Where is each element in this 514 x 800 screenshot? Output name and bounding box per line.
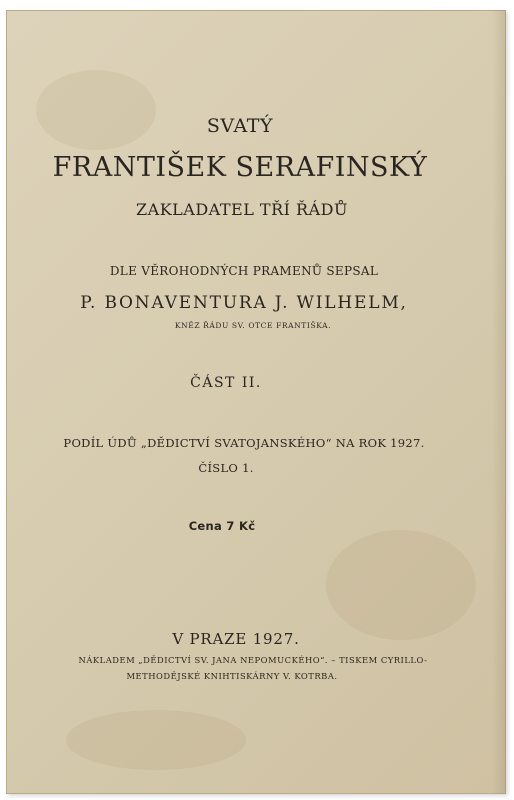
author-role: KNĚZ ŘÁDU SV. OTCE FRANTIŠKA.: [174, 321, 332, 330]
paper-stain: [66, 710, 246, 770]
author-name: P. BONAVENTURA J. WILHELM,: [80, 293, 408, 313]
edition-line: PODÍL ÚDŮ „DĚDICTVÍ SVATOJANSKÉHO“ NA ROK 1927.: [63, 436, 425, 450]
paper-stain: [326, 530, 476, 640]
publisher-line-2: METHODĚJSKÉ KNIHTISKÁRNY V. KOTRBA.: [126, 671, 338, 681]
title-line-1: SVATÝ: [206, 115, 274, 137]
price-label: Cena 7 Kč: [188, 519, 256, 533]
publisher-line-1: NÁKLADEM „DĚDICTVÍ SV. JANA NEPOMUCKÉHO“. – TISKEM CYRILLO-: [78, 655, 428, 665]
paper-stain: [36, 70, 156, 150]
place-year: V PRAZE 1927.: [172, 630, 300, 648]
title-line-2: FRANTIŠEK SERAFINSKÝ: [52, 152, 428, 183]
page-edge-shadow: [492, 10, 506, 794]
source-line: DLE VĚROHODNÝCH PRAMENŮ SEPSAL: [109, 264, 379, 278]
issue-number: ČÍSLO 1.: [198, 461, 254, 475]
subtitle: ZAKLADATEL TŘÍ ŘÁDŮ: [136, 200, 348, 219]
part-label: ČÁST II.: [190, 375, 262, 391]
book-cover: [6, 10, 506, 794]
